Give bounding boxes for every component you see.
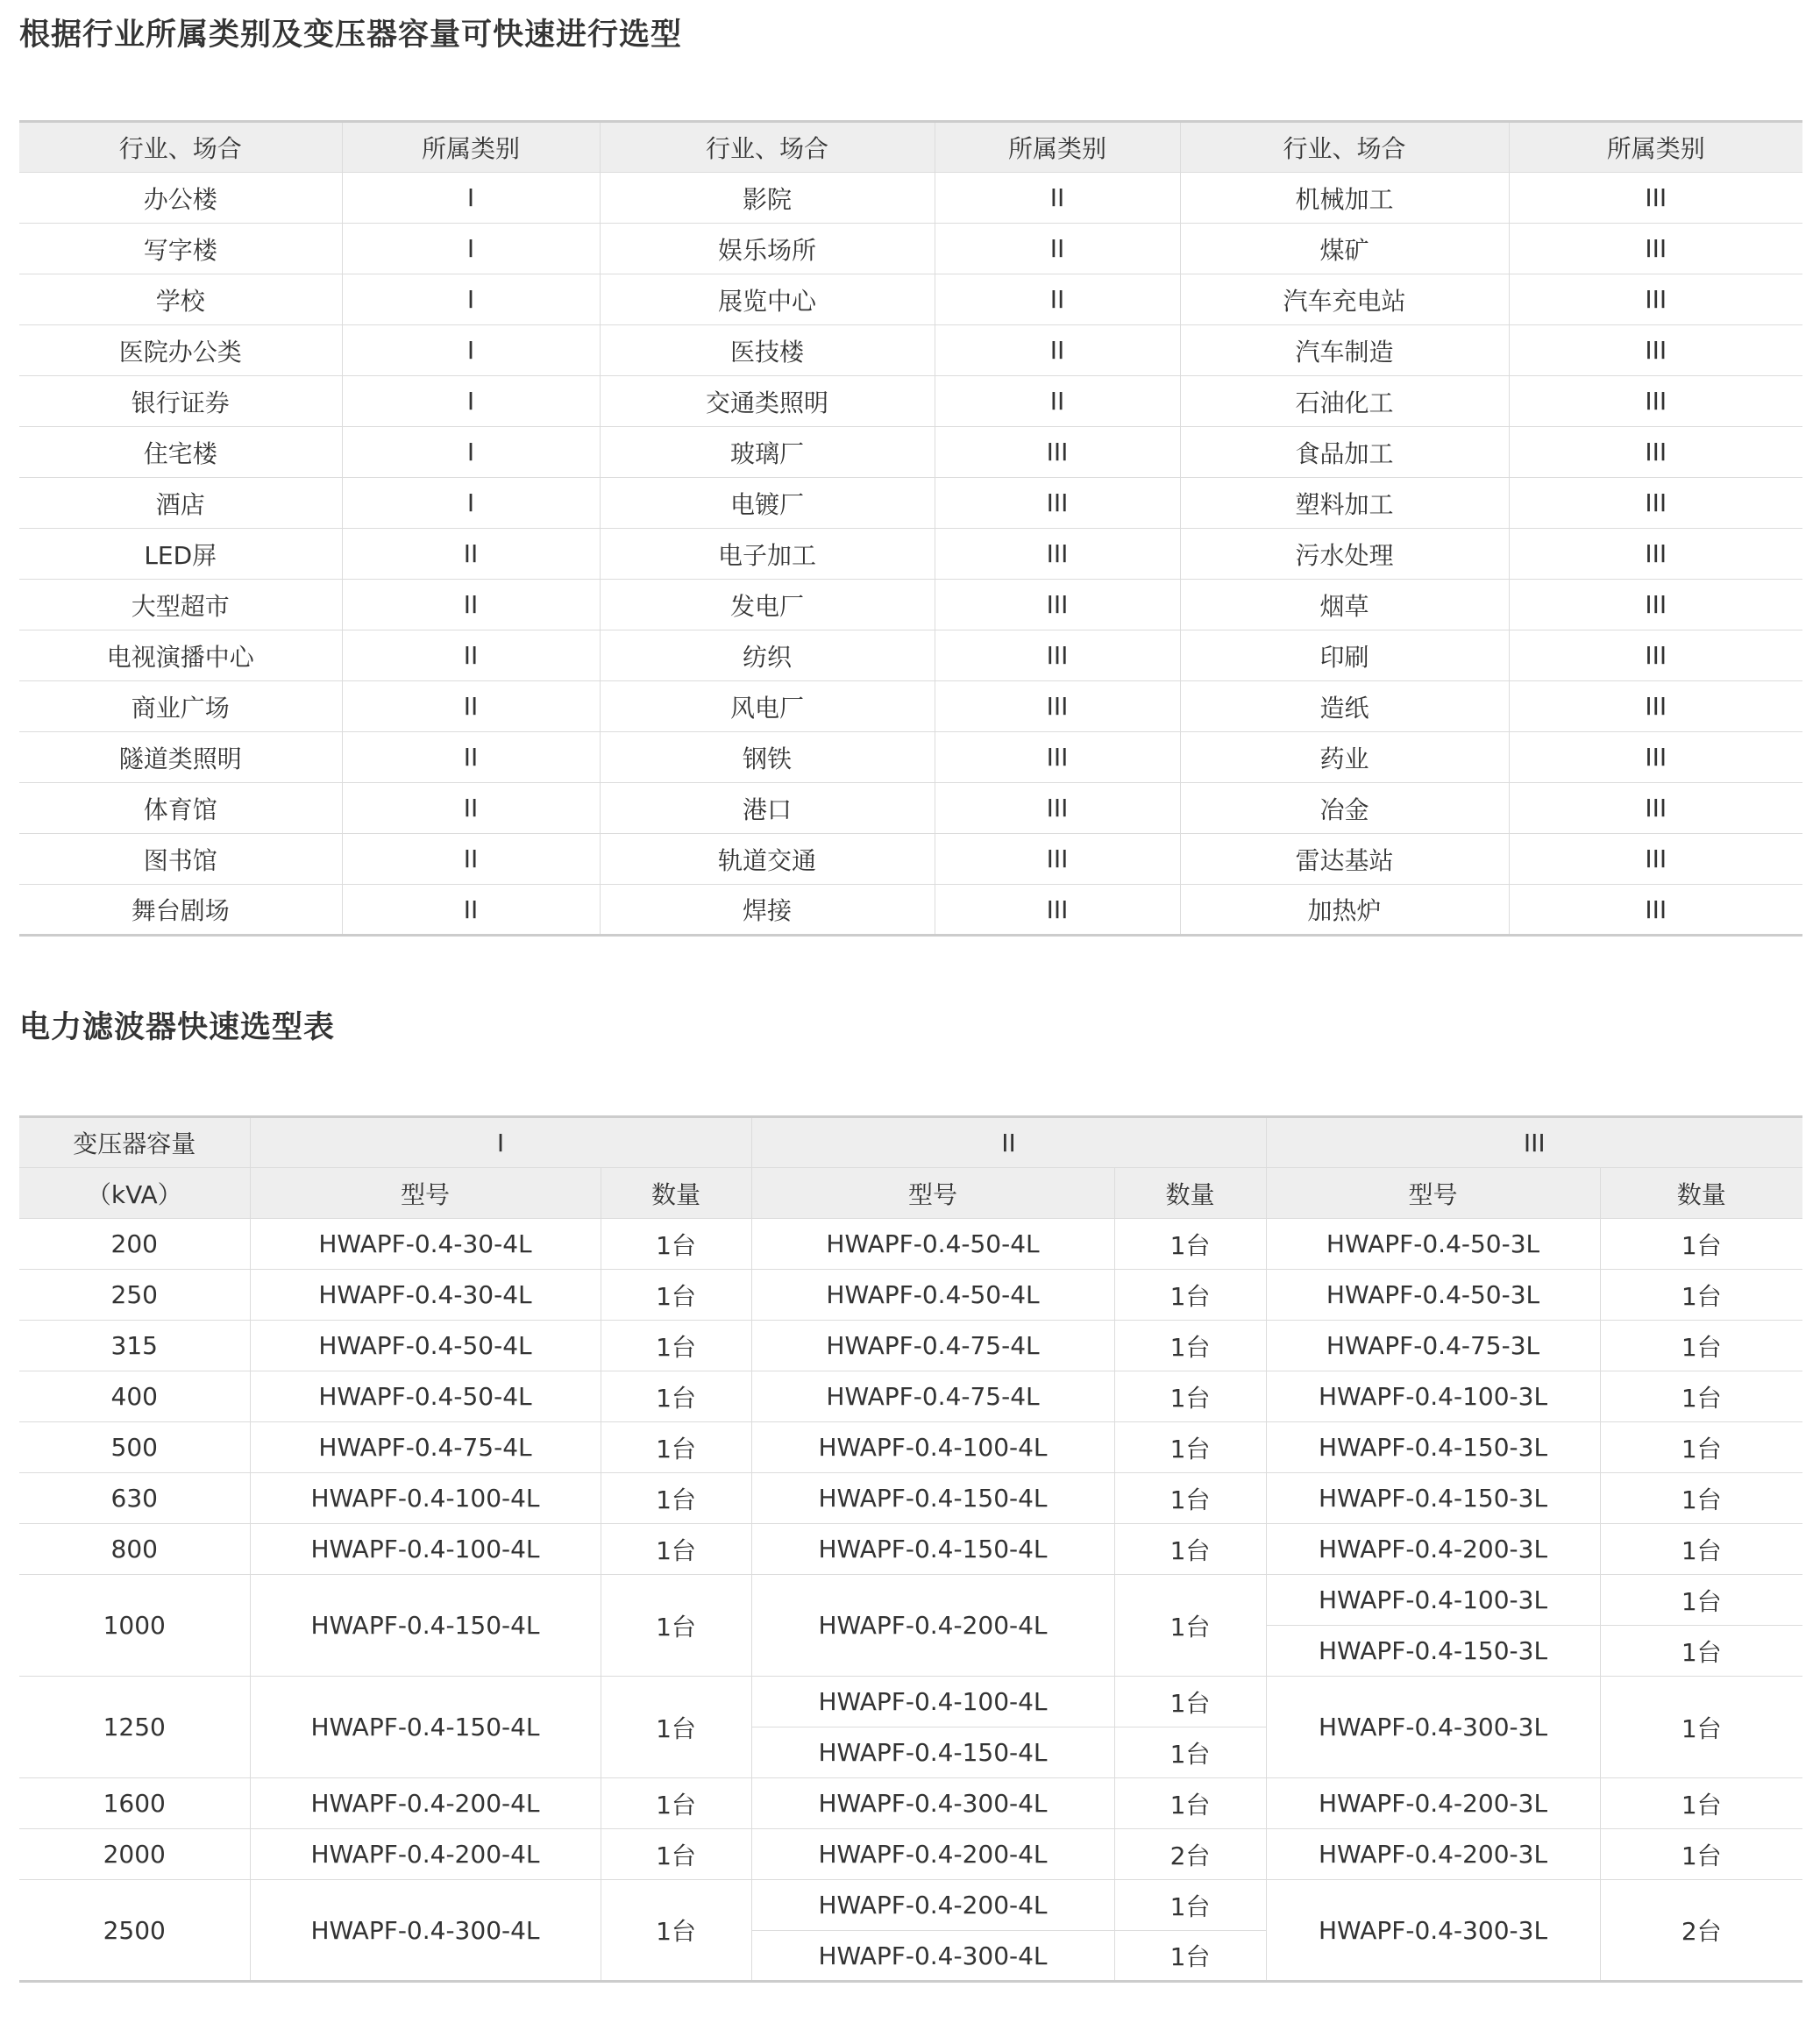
capacity-cell: 800 (19, 1524, 250, 1575)
capacity-cell: 1250 (19, 1677, 250, 1778)
model-cell: HWAPF-0.4-150-3L (1266, 1473, 1600, 1524)
table-row (19, 834, 1802, 885)
column-header: 行业、场合 (1180, 122, 1509, 173)
category-cell: II (342, 834, 600, 885)
industry-cell: 玻璃厂 (600, 427, 935, 478)
category-cell: III (1509, 783, 1802, 834)
model-cell: HWAPF-0.4-50-4L (250, 1321, 601, 1371)
model-cell: HWAPF-0.4-150-4L (250, 1575, 601, 1677)
qty-cell: 1台 (601, 1575, 751, 1677)
model-cell: HWAPF-0.4-200-3L (1266, 1524, 1600, 1575)
category-cell: I (342, 173, 600, 224)
industry-cell: 纺织 (600, 630, 935, 681)
industry-cell: 焊接 (600, 885, 935, 936)
industry-cell: 食品加工 (1180, 427, 1509, 478)
category-cell: II (342, 732, 600, 783)
category-cell: III (935, 580, 1180, 630)
model-cell: HWAPF-0.4-300-3L (1266, 1880, 1600, 1982)
industry-cell: 轨道交通 (600, 834, 935, 885)
category-cell: I (342, 376, 600, 427)
qty-header: 数量 (1114, 1168, 1266, 1219)
industry-cell: 写字楼 (19, 224, 342, 274)
qty-cell: 1台 (1600, 1473, 1802, 1524)
model-cell: HWAPF-0.4-300-3L (1266, 1677, 1600, 1778)
industry-cell: 烟草 (1180, 580, 1509, 630)
model-cell: HWAPF-0.4-200-3L (1266, 1778, 1600, 1829)
column-header: 行业、场合 (600, 122, 935, 173)
industry-cell: 石油化工 (1180, 376, 1509, 427)
model-cell: HWAPF-0.4-50-4L (250, 1371, 601, 1422)
model-cell: HWAPF-0.4-200-4L (751, 1829, 1114, 1880)
industry-cell: 图书馆 (19, 834, 342, 885)
qty-header: 数量 (601, 1168, 751, 1219)
category-cell: III (935, 834, 1180, 885)
table-row (19, 1422, 1802, 1473)
table-row (19, 1575, 1802, 1626)
qty-cell: 1台 (1114, 1727, 1266, 1778)
qty-cell: 1台 (1114, 1778, 1266, 1829)
industry-cell: 商业广场 (19, 681, 342, 732)
model-cell: HWAPF-0.4-75-3L (1266, 1321, 1600, 1371)
qty-cell: 1台 (601, 1524, 751, 1575)
qty-cell: 1台 (1600, 1575, 1802, 1626)
model-cell: HWAPF-0.4-200-3L (1266, 1829, 1600, 1880)
table-row (19, 529, 1802, 580)
industry-cell: 医院办公类 (19, 325, 342, 376)
qty-cell: 1台 (1600, 1219, 1802, 1270)
category-cell: I (342, 325, 600, 376)
industry-cell: 娱乐场所 (600, 224, 935, 274)
qty-cell: 1台 (1114, 1524, 1266, 1575)
industry-cell: 印刷 (1180, 630, 1509, 681)
category-cell: II (935, 274, 1180, 325)
industry-cell: 钢铁 (600, 732, 935, 783)
industry-cell: 展览中心 (600, 274, 935, 325)
qty-cell: 1台 (601, 1371, 751, 1422)
industry-cell: 隧道类照明 (19, 732, 342, 783)
category-cell: III (1509, 681, 1802, 732)
category-cell: II (935, 173, 1180, 224)
industry-cell: 办公楼 (19, 173, 342, 224)
model-cell: HWAPF-0.4-150-3L (1266, 1422, 1600, 1473)
table-row (19, 1829, 1802, 1880)
qty-cell: 1台 (1600, 1778, 1802, 1829)
group-header-3: III (1266, 1117, 1802, 1168)
capacity-cell: 2500 (19, 1880, 250, 1982)
table-row (19, 376, 1802, 427)
industry-cell: 港口 (600, 783, 935, 834)
filter-selection-table (19, 1115, 1802, 1983)
table-row (19, 224, 1802, 274)
category-cell: II (342, 783, 600, 834)
model-cell: HWAPF-0.4-200-4L (751, 1575, 1114, 1677)
qty-cell: 2台 (1114, 1829, 1266, 1880)
category-cell: III (935, 732, 1180, 783)
industry-cell: 药业 (1180, 732, 1509, 783)
industry-cell: 大型超市 (19, 580, 342, 630)
industry-cell: 酒店 (19, 478, 342, 529)
model-cell: HWAPF-0.4-100-4L (250, 1473, 601, 1524)
industry-cell: 医技楼 (600, 325, 935, 376)
category-cell: I (342, 427, 600, 478)
qty-cell: 1台 (601, 1829, 751, 1880)
industry-cell: 电镀厂 (600, 478, 935, 529)
industry-cell: 住宅楼 (19, 427, 342, 478)
model-cell: HWAPF-0.4-100-4L (751, 1677, 1114, 1727)
table-row (19, 681, 1802, 732)
category-cell: III (935, 529, 1180, 580)
table-row (19, 580, 1802, 630)
table-row (19, 885, 1802, 936)
category-cell: I (342, 478, 600, 529)
model-cell: HWAPF-0.4-50-3L (1266, 1219, 1600, 1270)
category-cell: III (1509, 173, 1802, 224)
category-cell: II (342, 580, 600, 630)
qty-cell: 1台 (1600, 1677, 1802, 1778)
table-row (19, 783, 1802, 834)
category-cell: III (1509, 732, 1802, 783)
table-row (19, 1321, 1802, 1371)
table-row (19, 427, 1802, 478)
model-cell: HWAPF-0.4-300-4L (751, 1931, 1114, 1982)
model-cell: HWAPF-0.4-300-4L (751, 1778, 1114, 1829)
industry-cell: 污水处理 (1180, 529, 1509, 580)
category-cell: I (342, 274, 600, 325)
model-cell: HWAPF-0.4-30-4L (250, 1270, 601, 1321)
industry-cell: 煤矿 (1180, 224, 1509, 274)
model-cell: HWAPF-0.4-300-4L (250, 1880, 601, 1982)
capacity-cell: 630 (19, 1473, 250, 1524)
industry-cell: 机械加工 (1180, 173, 1509, 224)
category-cell: III (1509, 478, 1802, 529)
table-row (19, 630, 1802, 681)
industry-cell: 发电厂 (600, 580, 935, 630)
qty-cell: 1台 (1114, 1371, 1266, 1422)
qty-cell: 1台 (1600, 1270, 1802, 1321)
category-cell: III (935, 427, 1180, 478)
table-row (19, 1473, 1802, 1524)
qty-cell: 1台 (1600, 1626, 1802, 1677)
table-row (19, 1270, 1802, 1321)
table-row (19, 1524, 1802, 1575)
capacity-header: 变压器容量 (19, 1117, 250, 1168)
industry-cell: 汽车充电站 (1180, 274, 1509, 325)
qty-cell: 1台 (1114, 1677, 1266, 1727)
table-row (19, 274, 1802, 325)
model-cell: HWAPF-0.4-100-4L (751, 1422, 1114, 1473)
category-cell: II (935, 224, 1180, 274)
qty-cell: 1台 (1114, 1422, 1266, 1473)
category-cell: III (1509, 834, 1802, 885)
category-cell: III (935, 885, 1180, 936)
category-cell: III (935, 478, 1180, 529)
filter-table-title: 电力滤波器快速选型表 (19, 1010, 336, 1045)
model-cell: HWAPF-0.4-75-4L (751, 1321, 1114, 1371)
table-row (19, 173, 1802, 224)
category-cell: II (935, 376, 1180, 427)
category-cell: II (935, 325, 1180, 376)
industry-cell: 雷达基站 (1180, 834, 1509, 885)
industry-cell: 学校 (19, 274, 342, 325)
table-subheader-row (19, 1168, 1802, 1219)
industry-cell: LED屏 (19, 529, 342, 580)
capacity-cell: 2000 (19, 1829, 250, 1880)
industry-cell: 造纸 (1180, 681, 1509, 732)
industry-cell: 电子加工 (600, 529, 935, 580)
category-cell: III (1509, 529, 1802, 580)
group-header-1: I (250, 1117, 751, 1168)
model-header: 型号 (1266, 1168, 1600, 1219)
category-cell: III (1509, 274, 1802, 325)
model-header: 型号 (751, 1168, 1114, 1219)
category-cell: III (935, 630, 1180, 681)
industry-cell: 风电厂 (600, 681, 935, 732)
qty-cell: 1台 (1114, 1473, 1266, 1524)
capacity-cell: 400 (19, 1371, 250, 1422)
qty-cell: 1台 (1600, 1829, 1802, 1880)
model-header: 型号 (250, 1168, 601, 1219)
model-cell: HWAPF-0.4-200-4L (751, 1880, 1114, 1931)
model-cell: HWAPF-0.4-100-3L (1266, 1575, 1600, 1626)
capacity-cell: 250 (19, 1270, 250, 1321)
qty-cell: 1台 (601, 1321, 751, 1371)
industry-table-title: 根据行业所属类别及变压器容量可快速进行选型 (19, 18, 683, 53)
industry-cell: 电视演播中心 (19, 630, 342, 681)
category-cell: III (1509, 376, 1802, 427)
table-row (19, 732, 1802, 783)
table-row (19, 325, 1802, 376)
category-cell: III (1509, 224, 1802, 274)
qty-cell: 1台 (601, 1219, 751, 1270)
capacity-unit-header: （kVA） (19, 1168, 250, 1219)
qty-cell: 1台 (601, 1677, 751, 1778)
qty-cell: 1台 (1114, 1931, 1266, 1982)
model-cell: HWAPF-0.4-50-4L (751, 1270, 1114, 1321)
model-cell: HWAPF-0.4-150-4L (250, 1677, 601, 1778)
category-cell: III (1509, 427, 1802, 478)
qty-cell: 1台 (601, 1473, 751, 1524)
table-header-row (19, 1117, 1802, 1168)
capacity-cell: 500 (19, 1422, 250, 1473)
category-cell: III (1509, 630, 1802, 681)
capacity-cell: 315 (19, 1321, 250, 1371)
category-cell: III (1509, 885, 1802, 936)
industry-cell: 银行证券 (19, 376, 342, 427)
category-cell: III (935, 681, 1180, 732)
column-header: 所属类别 (935, 122, 1180, 173)
table-header-row (19, 122, 1802, 173)
column-header: 所属类别 (1509, 122, 1802, 173)
category-cell: II (342, 630, 600, 681)
model-cell: HWAPF-0.4-50-4L (751, 1219, 1114, 1270)
category-cell: II (342, 529, 600, 580)
model-cell: HWAPF-0.4-100-3L (1266, 1371, 1600, 1422)
table-row (19, 1880, 1802, 1931)
industry-cell: 冶金 (1180, 783, 1509, 834)
model-cell: HWAPF-0.4-150-4L (751, 1473, 1114, 1524)
category-cell: II (342, 681, 600, 732)
table-row (19, 478, 1802, 529)
qty-cell: 1台 (601, 1422, 751, 1473)
model-cell: HWAPF-0.4-75-4L (751, 1371, 1114, 1422)
model-cell: HWAPF-0.4-200-4L (250, 1778, 601, 1829)
qty-cell: 1台 (601, 1270, 751, 1321)
column-header: 所属类别 (342, 122, 600, 173)
category-cell: II (342, 885, 600, 936)
model-cell: HWAPF-0.4-150-4L (751, 1727, 1114, 1778)
table-row (19, 1677, 1802, 1727)
industry-cell: 塑料加工 (1180, 478, 1509, 529)
qty-cell: 1台 (1114, 1321, 1266, 1371)
qty-cell: 1台 (1114, 1880, 1266, 1931)
model-cell: HWAPF-0.4-200-4L (250, 1829, 601, 1880)
category-cell: III (1509, 325, 1802, 376)
category-cell: III (935, 783, 1180, 834)
qty-cell: 1台 (1114, 1270, 1266, 1321)
category-cell: I (342, 224, 600, 274)
model-cell: HWAPF-0.4-150-3L (1266, 1626, 1600, 1677)
table-row (19, 1219, 1802, 1270)
industry-cell: 交通类照明 (600, 376, 935, 427)
qty-cell: 1台 (601, 1778, 751, 1829)
model-cell: HWAPF-0.4-30-4L (250, 1219, 601, 1270)
industry-cell: 加热炉 (1180, 885, 1509, 936)
table-row (19, 1371, 1802, 1422)
industry-category-table (19, 120, 1802, 937)
qty-cell: 2台 (1600, 1880, 1802, 1982)
column-header: 行业、场合 (19, 122, 342, 173)
qty-cell: 1台 (1600, 1371, 1802, 1422)
model-cell: HWAPF-0.4-150-4L (751, 1524, 1114, 1575)
category-cell: III (1509, 580, 1802, 630)
capacity-cell: 200 (19, 1219, 250, 1270)
capacity-cell: 1600 (19, 1778, 250, 1829)
qty-cell: 1台 (601, 1880, 751, 1982)
industry-cell: 影院 (600, 173, 935, 224)
model-cell: HWAPF-0.4-100-4L (250, 1524, 601, 1575)
capacity-cell: 1000 (19, 1575, 250, 1677)
industry-cell: 体育馆 (19, 783, 342, 834)
qty-cell: 1台 (1114, 1575, 1266, 1677)
qty-cell: 1台 (1114, 1219, 1266, 1270)
qty-cell: 1台 (1600, 1524, 1802, 1575)
industry-cell: 舞台剧场 (19, 885, 342, 936)
model-cell: HWAPF-0.4-50-3L (1266, 1270, 1600, 1321)
qty-header: 数量 (1600, 1168, 1802, 1219)
qty-cell: 1台 (1600, 1321, 1802, 1371)
qty-cell: 1台 (1600, 1422, 1802, 1473)
group-header-2: II (751, 1117, 1266, 1168)
table-row (19, 1778, 1802, 1829)
industry-cell: 汽车制造 (1180, 325, 1509, 376)
model-cell: HWAPF-0.4-75-4L (250, 1422, 601, 1473)
